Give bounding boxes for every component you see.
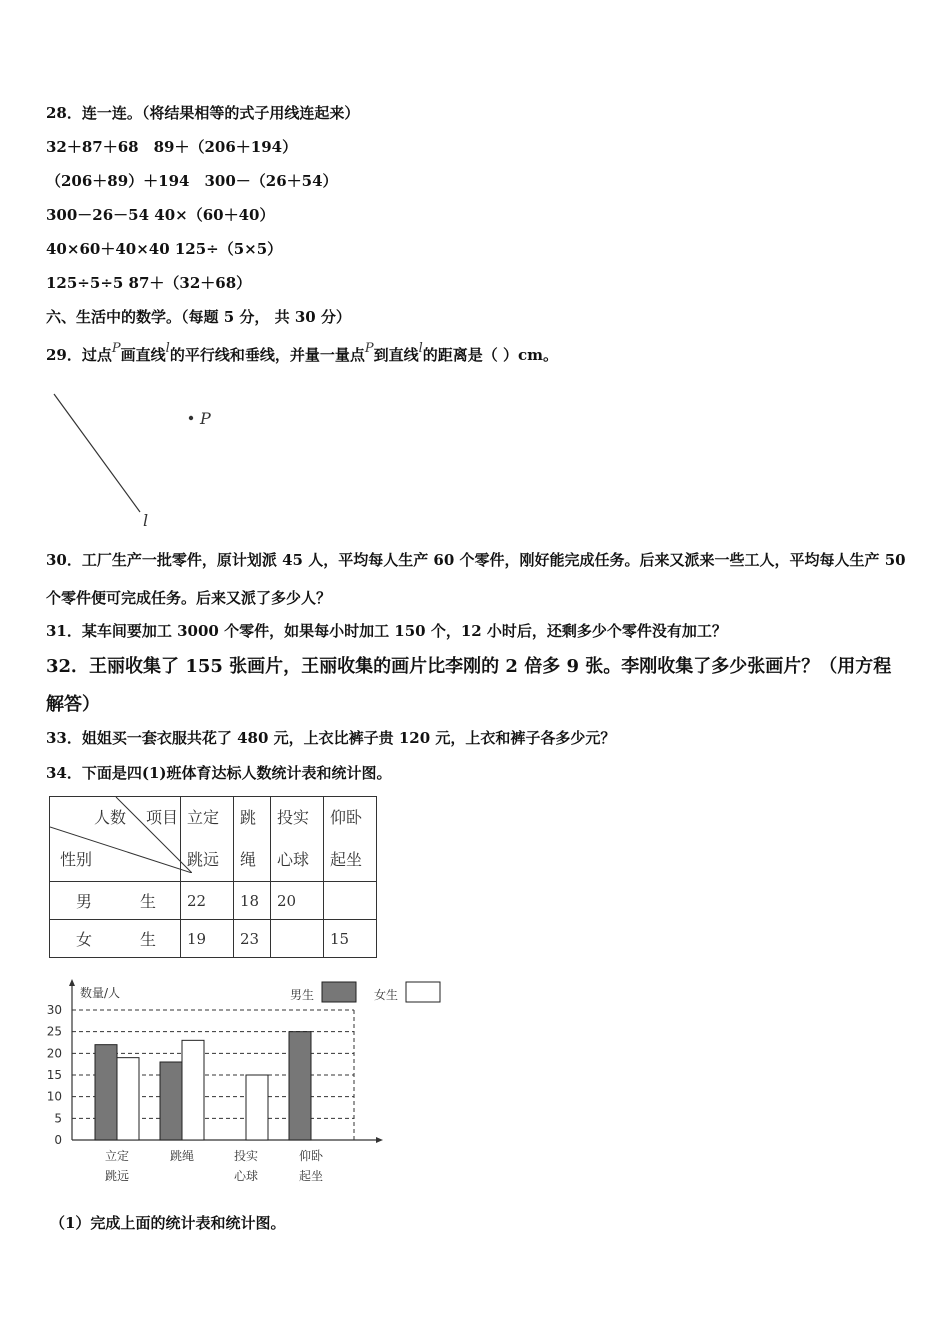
corner-bottom: 性别 [60, 850, 93, 869]
y-axis-label: 数量/人 [80, 986, 121, 1000]
row-label: 女 生 [50, 920, 181, 958]
legend-label: 女生 [374, 988, 399, 1002]
table-row-girls [50, 920, 377, 958]
table-cell: 20 [271, 882, 324, 920]
table-row-boys [50, 882, 377, 920]
table-cell: 18 [234, 882, 271, 920]
q28-row-1: 32＋87＋68 89＋（206＋194） [46, 138, 298, 156]
legend-swatch [322, 982, 356, 1002]
point-p-label: P [200, 409, 211, 428]
q29-figure [46, 388, 246, 533]
col-head-2: 跳 绳 [234, 797, 271, 882]
q34-sub1: （1）完成上面的统计表和统计图。 [50, 1214, 286, 1232]
y-tick-label: 5 [54, 1111, 62, 1126]
x-tick-label: 立定 [104, 1149, 130, 1163]
x-tick-label: 起坐 [298, 1169, 324, 1183]
legend-swatch [406, 982, 440, 1002]
stats-table [49, 796, 377, 958]
q28-title: 28．连一连。（将结果相等的式子用线连起来） [46, 104, 360, 122]
y-tick-label: 10 [46, 1089, 62, 1104]
x-axis-arrow [376, 1137, 383, 1143]
q33-text: 33．姐姐买一套衣服共花了 480 元，上衣比裤子贵 120 元，上衣和裤子各多少元？ [46, 729, 616, 747]
bar-girls [182, 1040, 204, 1140]
q31-text: 31．某车间要加工 3000 个零件，如果每小时加工 150 个，12 小时后，还剩多少个零件没有加工？ [46, 622, 727, 640]
y-tick-label: 15 [46, 1068, 62, 1082]
q34-title: 34．下面是四(1)班体育达标人数统计表和统计图。 [46, 764, 392, 782]
bar-boys [289, 1032, 311, 1140]
x-tick-label: 心球 [233, 1169, 259, 1183]
q28-row-3: 300－26－54 40×（60＋40） [46, 206, 275, 224]
y-tick-label: 20 [46, 1046, 62, 1061]
point-p [189, 416, 193, 420]
table-corner-cell [50, 797, 181, 882]
bar-chart [40, 978, 460, 1193]
col-head-3: 投实 心球 [271, 797, 324, 882]
row-label: 男 生 [50, 882, 181, 920]
corner-top-left: 人数 [94, 808, 127, 827]
section-6-title: 六、生活中的数学。（每题 5 分， 共 30 分） [46, 308, 351, 326]
table-cell [271, 920, 324, 958]
line-l-label: l [143, 511, 149, 530]
bar-boys [95, 1045, 117, 1140]
table-cell [324, 882, 377, 920]
bar-girls [117, 1058, 139, 1140]
x-tick-label: 投实 [233, 1149, 259, 1163]
bar-girls [246, 1075, 268, 1140]
table-cell: 15 [324, 920, 377, 958]
y-tick-label: 30 [46, 1003, 62, 1017]
table-cell: 23 [234, 920, 271, 958]
q32-text: 32．王丽收集了 155 张画片，王丽收集的画片比李刚的 2 倍多 9 张。李刚收集了多少张画片？（用方程解答） [46, 656, 892, 715]
q30-text: 30．工厂生产一批零件，原计划派 45 人，平均每人生产 60 个零件，刚好能完成任务。后来又派来一些工人，平均每人生产 50 个零件便可完成任务。后来又派了多少人？ [46, 551, 906, 607]
x-tick-label: 跳远 [104, 1169, 130, 1183]
col-head-4: 仰卧 起坐 [324, 797, 377, 882]
y-axis-arrow [69, 979, 75, 986]
line-l [54, 394, 140, 512]
y-tick-label: 25 [46, 1024, 62, 1039]
q29-text: 29．过点P画直线l的平行线和垂线，并量一量点P到直线l的距离是（ ）cm。 [46, 341, 558, 364]
x-tick-label: 跳绳 [169, 1149, 195, 1163]
corner-top-right: 项目 [146, 808, 179, 827]
col-head-1: 立定 跳远 [181, 797, 234, 882]
q28-row-5: 125÷5÷5 87＋（32＋68） [46, 274, 252, 292]
table-cell: 22 [181, 882, 234, 920]
x-tick-label: 仰卧 [298, 1149, 324, 1163]
table-cell: 19 [181, 920, 234, 958]
legend-label: 男生 [290, 988, 315, 1002]
y-tick-label: 0 [54, 1133, 62, 1147]
q28-row-4: 40×60＋40×40 125÷（5×5） [46, 240, 283, 258]
bar-boys [160, 1062, 182, 1140]
q28-row-2: （206＋89）＋194 300－（26＋54） [46, 172, 338, 190]
